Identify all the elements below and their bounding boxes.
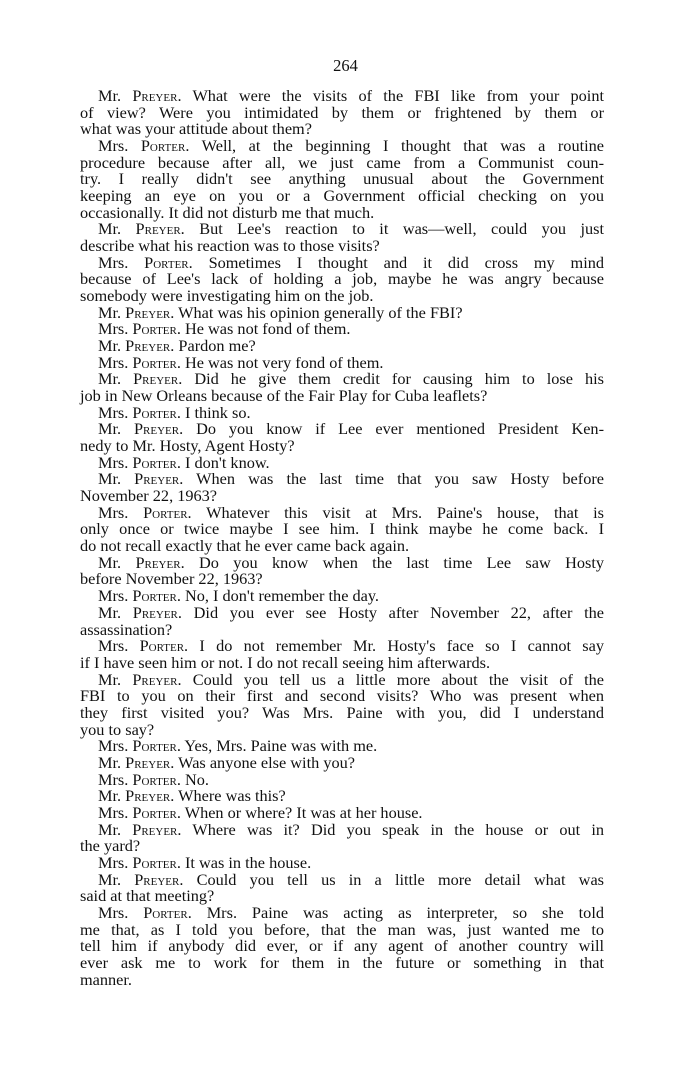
- line-text: November 22, 1963?: [80, 486, 217, 506]
- speaker-name: Preyer: [134, 869, 180, 889]
- line-text: me that, as I told you before, that the man was, just wanted me to: [80, 919, 604, 939]
- line-text: Was anyone else with you?: [178, 752, 355, 772]
- line-text: I think so.: [184, 402, 251, 422]
- text-line: Mrs. Porter. No.: [98, 769, 209, 789]
- text-line: Mr. Preyer. Did you ever see Hosty after November 22, after the: [98, 602, 605, 622]
- transcript-paragraph: [80, 502, 604, 556]
- speaker-name: Porter: [132, 852, 177, 872]
- speaker-title: Mrs.: [98, 802, 129, 822]
- text-line: Mr. Preyer. Could you tell us in a little more detail what was: [98, 869, 605, 889]
- line-text: tell him if anybody did ever, or if any agent of another country will: [80, 936, 604, 956]
- speaker-name: Preyer: [133, 369, 179, 389]
- speaker-name: Porter: [132, 802, 177, 822]
- transcript-paragraph: [80, 138, 604, 221]
- speaker-name: Porter: [143, 502, 188, 522]
- speaker-name: Porter: [132, 319, 177, 339]
- page-number: 264: [333, 56, 358, 75]
- text-line: Mrs. Porter. When or where? It was at her house.: [98, 802, 423, 822]
- transcript-paragraph: [80, 421, 604, 454]
- line-text: Did you ever see Hosty after November 22, after the: [193, 602, 605, 622]
- text-line: [80, 702, 604, 722]
- speaker-name: Preyer: [132, 819, 178, 839]
- line-text: because of Lee's lack of holding a job, maybe he was angry because: [80, 269, 604, 289]
- speaker-title: Mr.: [98, 369, 122, 389]
- line-text: manner.: [80, 969, 132, 989]
- line-text: keeping an eye on you or a Government official checking on you: [80, 186, 604, 206]
- speaker-title: Mr.: [98, 869, 122, 889]
- transcript-paragraph: [80, 902, 604, 989]
- text-line: Mrs. Porter. I think so.: [98, 402, 251, 422]
- text-line: Mr. Preyer. Could you tell us a little more about the visit of the: [98, 669, 605, 689]
- line-text: what was your attitude about them?: [80, 119, 312, 139]
- speaker-name: Porter: [132, 769, 177, 789]
- text-line: Mr. Preyer. Where was this?: [98, 786, 286, 806]
- text-line: Mr. Preyer. But Lee's reaction to it was—well, could you just: [98, 219, 605, 239]
- transcript-paragraph: [80, 221, 604, 254]
- speaker-name: Preyer: [132, 86, 178, 105]
- line-text: But Lee's reaction to it was—well, could you just: [199, 219, 605, 239]
- transcript-paragraph: [80, 869, 605, 906]
- line-text: Whatever this visit at Mrs. Paine's house, that is: [206, 502, 604, 522]
- speaker-title: Mrs.: [98, 636, 129, 656]
- transcript-body: [80, 88, 604, 988]
- speaker-name: Preyer: [132, 669, 178, 689]
- line-text: Could you tell us in a little more detail what was: [196, 869, 605, 889]
- line-text: FBI to you on their first and second visits? Who was present when: [80, 686, 604, 706]
- speaker-title: Mr.: [98, 419, 122, 439]
- text-line: Mr. Preyer. Do you know if Lee ever mentioned President Ken-: [98, 419, 604, 439]
- speaker-title: Mr.: [98, 469, 122, 489]
- speaker-title: Mrs.: [98, 736, 129, 756]
- speaker-name: Porter: [143, 902, 188, 922]
- line-text: they first visited you? Was Mrs. Paine with you, did I understand: [80, 702, 604, 722]
- text-line: Mrs. Porter. He was not very fond of them.: [98, 352, 384, 372]
- line-text: assassination?: [80, 619, 173, 639]
- speaker-name: Preyer: [125, 302, 171, 322]
- speaker-title: Mr.: [98, 669, 122, 689]
- speaker-name: Preyer: [134, 469, 180, 489]
- text-line: Mr. Preyer. Pardon me?: [98, 336, 256, 356]
- transcript-paragraph: [80, 252, 605, 306]
- speaker-title: Mr.: [98, 552, 122, 572]
- speaker-title: Mrs.: [98, 769, 129, 789]
- speaker-name: Porter: [132, 402, 177, 422]
- line-text: I don't know.: [184, 452, 270, 472]
- line-text: try. I really didn't see anything unusual about the Government: [80, 169, 604, 189]
- speaker-name: Preyer: [125, 336, 171, 356]
- text-line: Mrs. Porter. Sometimes I thought and it did cross my mind: [98, 252, 605, 272]
- speaker-title: Mrs.: [98, 136, 129, 156]
- text-line: [80, 952, 604, 972]
- speaker-title: Mr.: [98, 86, 122, 105]
- line-text: of view? Were you intimidated by them or frightened by them or: [80, 102, 604, 122]
- line-text: Do you know when the last time Lee saw Hosty: [199, 552, 605, 572]
- speaker-title: Mr.: [98, 302, 122, 322]
- line-text: I do not remember Mr. Hosty's face so I cannot say: [199, 636, 605, 656]
- line-text: occasionally. It did not disturb me that much.: [80, 202, 375, 222]
- transcript-paragraph: [80, 602, 605, 639]
- transcript-paragraph: [80, 88, 604, 138]
- line-text: said at that meeting?: [80, 886, 215, 906]
- speaker-name: Preyer: [133, 419, 180, 439]
- text-line: Mrs. Porter. I don't know.: [98, 452, 270, 472]
- speaker-name: Porter: [144, 252, 189, 272]
- line-text: before November 22, 1963?: [80, 569, 263, 589]
- speaker-name: Porter: [139, 636, 185, 656]
- speaker-name: Preyer: [125, 752, 171, 772]
- line-text: procedure because after all, we just came from a Communist coun-: [80, 152, 604, 172]
- text-line: Mrs. Porter. Mrs. Paine was acting as interpreter, so she told: [98, 902, 604, 922]
- line-text: Pardon me?: [178, 336, 256, 356]
- speaker-title: Mr.: [98, 602, 122, 622]
- text-line: [80, 969, 604, 989]
- speaker-name: Preyer: [135, 552, 181, 572]
- line-text: if I have seen him or not. I do not recall seeing him afterwards.: [80, 652, 491, 672]
- speaker-name: Porter: [132, 586, 177, 606]
- text-line: Mr. Preyer. What were the visits of the FBI like from your point: [98, 86, 604, 105]
- line-text: What was his opinion generally of the FBI?: [178, 302, 463, 322]
- speaker-title: Mrs.: [98, 452, 129, 472]
- text-line: Mrs. Porter. He was not fond of them.: [98, 319, 351, 339]
- speaker-title: Mrs.: [98, 352, 129, 372]
- speaker-title: Mr.: [98, 219, 122, 239]
- line-text: What were the visits of the FBI like from your point: [192, 86, 604, 105]
- text-line: Mrs. Porter. No, I don't remember the day.: [98, 586, 380, 606]
- speaker-title: Mr.: [98, 336, 122, 356]
- text-line: Mrs. Porter. Well, at the beginning I thought that was a routine: [98, 136, 604, 156]
- line-text: nedy to Mr. Hosty, Agent Hosty?: [80, 436, 295, 456]
- speaker-name: Porter: [132, 452, 177, 472]
- line-text: do not recall exactly that he ever came back again.: [80, 536, 410, 556]
- speaker-name: Preyer: [135, 219, 181, 239]
- line-text: Mrs. Paine was acting as interpreter, so she told: [206, 902, 604, 922]
- text-line: Mr. Preyer. What was his opinion generally of the FBI?: [98, 302, 463, 322]
- speaker-title: Mr.: [98, 819, 122, 839]
- speaker-title: Mrs.: [98, 902, 129, 922]
- text-line: Mrs. Porter. It was in the house.: [98, 852, 312, 872]
- transcript-paragraph: [80, 819, 604, 856]
- line-text: Where was this?: [178, 786, 286, 806]
- line-text: Sometimes I thought and it did cross my mind: [208, 252, 605, 272]
- line-text: No, I don't remember the day.: [184, 586, 380, 606]
- line-text: He was not very fond of them.: [184, 352, 384, 372]
- line-text: When or where? It was at her house.: [184, 802, 423, 822]
- speaker-name: Porter: [132, 352, 177, 372]
- speaker-name: Porter: [132, 736, 177, 756]
- text-line: Mr. Preyer. Was anyone else with you?: [98, 752, 355, 772]
- line-text: Do you know if Lee ever mentioned President Ken-: [196, 419, 604, 439]
- text-line: Mr. Preyer. Did he give them credit for causing him to lose his: [98, 369, 605, 389]
- text-line: Mr. Preyer. When was the last time that you saw Hosty before: [98, 469, 604, 489]
- speaker-name: Preyer: [125, 786, 171, 806]
- line-text: somebody were investigating him on the job.: [80, 286, 374, 306]
- speaker-title: Mrs.: [98, 502, 129, 522]
- line-text: describe what his reaction was to those visits?: [80, 236, 380, 256]
- speaker-name: Preyer: [132, 602, 178, 622]
- line-text: Where was it? Did you speak in the house or out in: [192, 819, 604, 839]
- line-text: you to say?: [80, 719, 155, 739]
- line-text: Well, at the beginning I thought that was a routine: [201, 136, 604, 156]
- line-text: It was in the house.: [184, 852, 312, 872]
- speaker-title: Mrs.: [98, 252, 129, 272]
- line-text: No.: [184, 769, 209, 789]
- text-line: Mrs. Porter. I do not remember Mr. Hosty's face so I cannot say: [98, 636, 605, 656]
- transcript-paragraph: [80, 638, 604, 671]
- line-text: the yard?: [80, 836, 141, 856]
- speaker-title: Mrs.: [98, 319, 129, 339]
- speaker-title: Mrs.: [98, 586, 129, 606]
- text-line: Mr. Preyer. Where was it? Did you speak in the house or out in: [98, 819, 604, 839]
- transcript-paragraph: [80, 471, 604, 504]
- speaker-title: Mrs.: [98, 402, 129, 422]
- transcript-paragraph: [80, 669, 605, 739]
- line-text: only once or twice maybe I see him. I think maybe he come back. I: [80, 519, 604, 539]
- text-line: Mrs. Porter. Yes, Mrs. Paine was with me.: [98, 736, 378, 756]
- line-text: ever ask me to work for them in the future or something in that: [80, 952, 604, 972]
- text-line: Mrs. Porter. Whatever this visit at Mrs. Paine's house, that is: [98, 502, 604, 522]
- speaker-title: Mr.: [98, 752, 122, 772]
- transcript-paragraph: [80, 371, 604, 404]
- speaker-title: Mrs.: [98, 852, 129, 872]
- transcript-paragraph: [80, 552, 605, 589]
- line-text: job in New Orleans because of the Fair Play for Cuba leaflets?: [80, 386, 488, 406]
- speaker-title: Mr.: [98, 786, 122, 806]
- text-line: Mr. Preyer. Do you know when the last time Lee saw Hosty: [98, 552, 605, 572]
- line-text: He was not fond of them.: [184, 319, 351, 339]
- speaker-name: Porter: [140, 136, 186, 156]
- line-text: Did he give them credit for causing him to lose his: [194, 369, 605, 389]
- line-text: Could you tell us a little more about the visit of the: [192, 669, 605, 689]
- line-text: When was the last time that you saw Hosty before: [196, 469, 604, 489]
- line-text: Yes, Mrs. Paine was with me.: [184, 736, 378, 756]
